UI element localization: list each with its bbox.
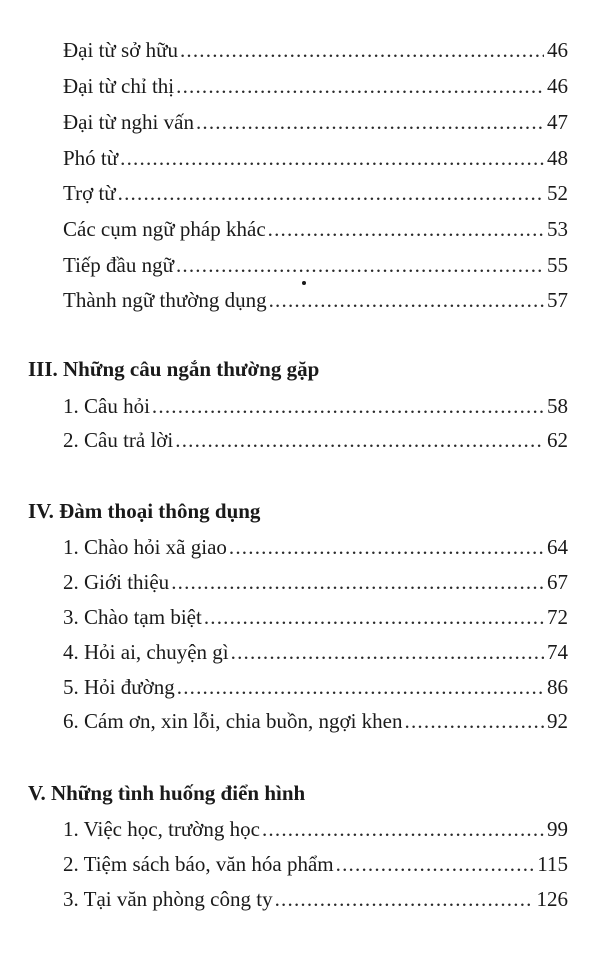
toc-entry-page: 46 bbox=[547, 38, 568, 62]
toc-entry-label: Đại từ nghi vấn bbox=[63, 110, 194, 134]
toc-entry bbox=[63, 214, 568, 244]
toc-entry-label: Trợ từ bbox=[63, 181, 116, 205]
dot-leader bbox=[177, 672, 544, 702]
toc-entry bbox=[63, 107, 568, 137]
dot-leader bbox=[262, 814, 544, 844]
toc-entry bbox=[63, 285, 568, 315]
toc-entry bbox=[63, 71, 568, 101]
dot-leader bbox=[196, 107, 544, 137]
toc-entry-page: 52 bbox=[547, 181, 568, 205]
toc-entry-page: 53 bbox=[547, 217, 568, 241]
toc-entry bbox=[63, 706, 568, 736]
toc-entry bbox=[63, 637, 568, 667]
toc-entry bbox=[63, 35, 568, 65]
toc-entry-page: 72 bbox=[547, 605, 568, 629]
toc-entry bbox=[63, 143, 568, 173]
toc-entry-page: 58 bbox=[547, 394, 568, 418]
toc-entry-label: 6. Cám ơn, xin lỗi, chia buồn, ngợi khen bbox=[63, 709, 403, 733]
toc-entry-page: 115 bbox=[537, 852, 568, 876]
toc-entry-page: 92 bbox=[547, 709, 568, 733]
toc-entry-page: 64 bbox=[547, 535, 568, 559]
dot-leader bbox=[176, 250, 544, 280]
dot-leader bbox=[231, 637, 544, 667]
toc-entry bbox=[63, 532, 568, 562]
dot-leader bbox=[180, 35, 544, 65]
toc-entry-page: 74 bbox=[547, 640, 568, 664]
toc-entry bbox=[63, 814, 568, 844]
dot-leader bbox=[229, 532, 544, 562]
toc-entry-page: 126 bbox=[536, 887, 568, 911]
toc-entry-page: 67 bbox=[547, 570, 568, 594]
dot-leader bbox=[269, 285, 544, 315]
dot-leader bbox=[176, 71, 544, 101]
toc-entry-label: 1. Chào hỏi xã giao bbox=[63, 535, 227, 559]
toc-entry bbox=[63, 567, 568, 597]
toc-entry bbox=[63, 672, 568, 702]
toc-entry-label: Các cụm ngữ pháp khác bbox=[63, 217, 266, 241]
toc-entry-label: 1. Câu hỏi bbox=[63, 394, 150, 418]
dot-leader bbox=[175, 425, 544, 455]
section-heading: V. Những tình huống điển hình bbox=[28, 781, 306, 805]
toc-entry bbox=[63, 250, 568, 280]
toc-entry-label: Đại từ sở hữu bbox=[63, 38, 178, 62]
toc-entry-label: Đại từ chỉ thị bbox=[63, 74, 175, 98]
toc-entry-label: Thành ngữ thường dụng bbox=[63, 288, 267, 312]
toc-entry-label: 5. Hỏi đường bbox=[63, 675, 175, 699]
toc-entry-page: 62 bbox=[547, 428, 568, 452]
toc-entry-page: 57 bbox=[547, 288, 568, 312]
dot-leader bbox=[204, 602, 544, 632]
dot-leader bbox=[275, 884, 534, 914]
toc-entry bbox=[63, 849, 568, 879]
toc-entry-page: 86 bbox=[547, 675, 568, 699]
toc-entry-label: Phó từ bbox=[63, 146, 119, 170]
dot-leader bbox=[152, 391, 544, 421]
toc-entry-label: 1. Việc học, trường học bbox=[63, 817, 260, 841]
toc-entry-label: 3. Chào tạm biệt bbox=[63, 605, 202, 629]
dot-leader bbox=[120, 143, 544, 173]
toc-entry-label: 2. Giới thiệu bbox=[63, 570, 170, 594]
section-heading: IV. Đàm thoại thông dụng bbox=[28, 499, 261, 523]
toc-entry-page: 46 bbox=[547, 74, 568, 98]
toc-entry-label: 4. Hỏi ai, chuyện gì bbox=[63, 640, 229, 664]
toc-entry-page: 99 bbox=[547, 817, 568, 841]
dot-leader bbox=[171, 567, 544, 597]
print-speck bbox=[302, 281, 306, 285]
toc-entry-label: 2. Tiệm sách báo, văn hóa phẩm bbox=[63, 852, 334, 876]
toc-entry bbox=[63, 178, 568, 208]
dot-leader bbox=[268, 214, 544, 244]
toc-entry-page: 55 bbox=[547, 253, 568, 277]
toc-entry bbox=[63, 884, 568, 914]
toc-entry-page: 47 bbox=[547, 110, 568, 134]
section-heading: III. Những câu ngắn thường gặp bbox=[28, 357, 320, 381]
dot-leader bbox=[405, 706, 544, 736]
dot-leader bbox=[118, 178, 544, 208]
toc-entry-page: 48 bbox=[547, 146, 568, 170]
dot-leader bbox=[336, 849, 535, 879]
toc-entry bbox=[63, 391, 568, 421]
toc-entry-label: 3. Tại văn phòng công ty bbox=[63, 887, 273, 911]
toc-entry bbox=[63, 602, 568, 632]
toc-entry bbox=[63, 425, 568, 455]
toc-entry-label: Tiếp đầu ngữ bbox=[63, 253, 174, 277]
toc-entry-label: 2. Câu trả lời bbox=[63, 428, 174, 452]
